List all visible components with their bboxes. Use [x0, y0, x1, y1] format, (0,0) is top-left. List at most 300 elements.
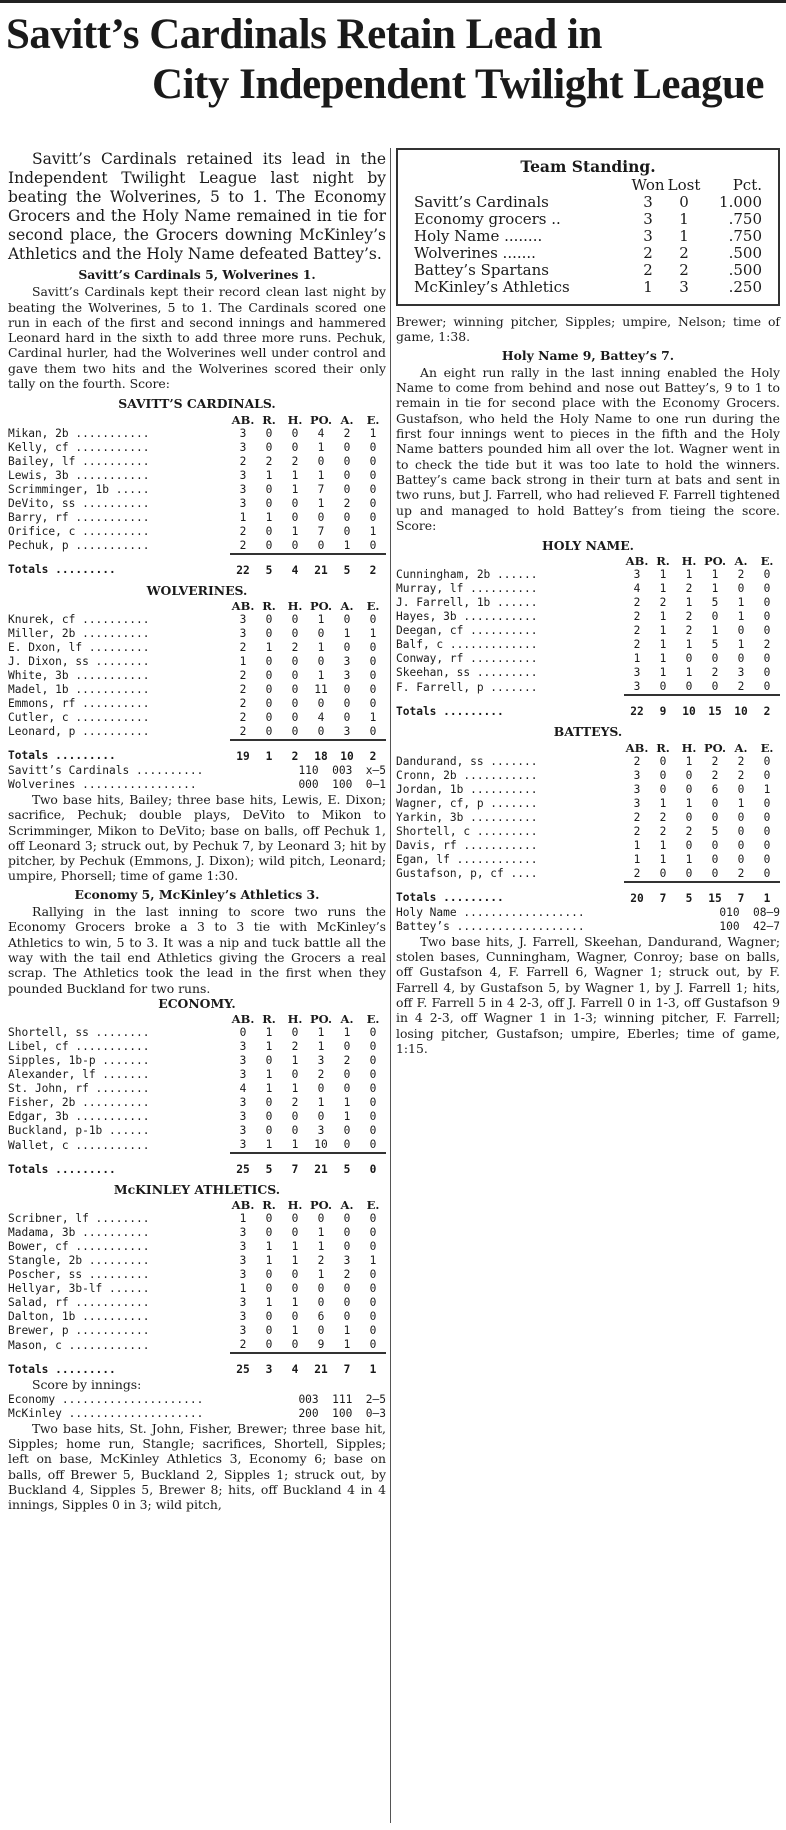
stat-cell: 3: [239, 1040, 247, 1054]
stat-cell: 1: [265, 510, 273, 524]
player-name: Jordan, 1b ..........: [396, 782, 538, 796]
game3-linescore-1: [396, 906, 780, 920]
stat-cell: 2: [659, 810, 667, 824]
stat-cell: 1: [685, 638, 693, 652]
standing-won: 3: [643, 193, 653, 211]
stat-cell: 1: [343, 1026, 351, 1040]
stat-cell: 0: [343, 710, 351, 724]
stat-cell: 6: [711, 782, 719, 796]
stat-cell: 0: [343, 454, 351, 468]
totals-r: 1: [256, 740, 282, 764]
stat-cell: 0: [291, 496, 299, 510]
player-name: E. Dxon, lf .........: [8, 640, 150, 654]
stat-cell: 2: [291, 454, 299, 468]
stat-cell: 0: [659, 866, 667, 880]
col-ab: AB.: [231, 1198, 255, 1213]
player-row: [8, 697, 386, 711]
stat-cell: 0: [369, 1310, 377, 1324]
player-name: Emmons, rf ..........: [8, 696, 150, 710]
stat-cell: 0: [265, 496, 273, 510]
stat-cell: 0: [369, 1240, 377, 1254]
stat-cell: 0: [343, 1240, 351, 1254]
stat-cell: 1: [317, 612, 325, 626]
headline-line-2: City Independent Twilight League: [152, 61, 764, 108]
stat-cell: 3: [317, 1124, 325, 1138]
stat-cell: 3: [633, 666, 641, 680]
stat-cell: 0: [343, 524, 351, 538]
stat-cell: 0: [291, 538, 299, 552]
stat-cell: 1: [291, 1296, 299, 1310]
stat-cell: 0: [317, 454, 325, 468]
stat-cell: 3: [239, 1096, 247, 1110]
stat-cell: 1: [711, 582, 719, 596]
stat-cell: 6: [317, 1310, 325, 1324]
stat-cell: 2: [711, 666, 719, 680]
stat-cell: 2: [659, 596, 667, 610]
col-po: PO.: [310, 412, 332, 427]
stat-cell: 0: [343, 682, 351, 696]
game2-linescore-2: [8, 1407, 386, 1421]
player-name: Hayes, 3b ...........: [396, 610, 538, 624]
stat-cell: 1: [239, 654, 247, 668]
totals-po: 21: [308, 1153, 334, 1177]
stat-cell: 2: [737, 680, 745, 694]
player-row: [396, 624, 780, 638]
player-name: J. Dixon, ss ........: [8, 654, 150, 668]
stat-cell: 0: [369, 1110, 377, 1124]
totals-ab: 20: [624, 882, 650, 906]
player-row: [8, 1282, 386, 1296]
stat-cell: 1: [685, 852, 693, 866]
col-h: H.: [287, 412, 303, 427]
stat-cell: 0: [291, 510, 299, 524]
stat-cell: 2: [685, 624, 693, 638]
stat-cell: 0: [291, 1212, 299, 1226]
stat-cell: 3: [239, 1310, 247, 1324]
game2-linescore-1: [8, 1393, 386, 1407]
stat-cell: 0: [369, 482, 377, 496]
stat-cell: 0: [659, 680, 667, 694]
player-name: Conway, rf ..........: [396, 652, 538, 666]
stat-cell: 0: [763, 680, 771, 694]
stat-cell: 1: [239, 1282, 247, 1296]
totals-e: 2: [360, 554, 386, 578]
stat-cell: 0: [265, 482, 273, 496]
standing-won: 2: [643, 261, 653, 279]
stat-cell: 10: [314, 1138, 328, 1152]
player-name: Shortell, c .........: [396, 824, 538, 838]
standing-lost: 1: [679, 210, 689, 228]
stat-cell: 1: [291, 1240, 299, 1254]
stat-cell: 2: [685, 610, 693, 624]
stat-cell: 0: [265, 1212, 273, 1226]
player-row: [8, 455, 386, 469]
col-po: PO.: [310, 1012, 332, 1027]
linescore-runs: 003 111 2—5: [298, 1392, 386, 1406]
stat-cell: 1: [265, 1082, 273, 1096]
stat-cell: 2: [711, 754, 719, 768]
stat-cell: 0: [265, 1054, 273, 1068]
stat-cell: 1: [291, 1138, 299, 1152]
stat-cell: 3: [239, 496, 247, 510]
stat-cell: 0: [659, 754, 667, 768]
stat-cell: 2: [239, 668, 247, 682]
player-name: Balf, c .............: [396, 638, 538, 652]
player-name: White, 3b ...........: [8, 668, 150, 682]
totals-h: 5: [676, 882, 702, 906]
player-name: Scribner, lf ........: [8, 1212, 150, 1226]
col-e: E.: [366, 1198, 380, 1213]
stat-cell: 3: [633, 680, 641, 694]
player-name: Cutler, c ...........: [8, 710, 150, 724]
player-row: [396, 596, 780, 610]
stat-cell: 2: [291, 1096, 299, 1110]
standing-pct: 1.000: [719, 193, 762, 211]
standing-row: [414, 194, 762, 211]
game2-team1-name: ECONOMY.: [158, 995, 236, 1011]
totals-e: 2: [360, 740, 386, 764]
stat-cell: 0: [763, 796, 771, 810]
stat-cell: 4: [633, 582, 641, 596]
stat-cell: 3: [239, 1068, 247, 1082]
stat-cell: 0: [317, 1324, 325, 1338]
stat-cell: 1: [343, 1324, 351, 1338]
stat-cell: 1: [291, 482, 299, 496]
stat-cell: 0: [291, 1310, 299, 1324]
stat-cell: 0: [369, 1040, 377, 1054]
col-a: A.: [340, 1012, 354, 1027]
stat-cell: 1: [317, 440, 325, 454]
player-row: [8, 641, 386, 655]
stat-cell: 1: [343, 1110, 351, 1124]
totals-e: 1: [754, 882, 780, 906]
totals-ab: 22: [230, 554, 256, 578]
stat-cell: 1: [369, 1254, 377, 1268]
stat-cell: 1: [659, 838, 667, 852]
stat-cell: 2: [737, 568, 745, 582]
totals-ab: 25: [230, 1353, 256, 1377]
stat-cell: 0: [711, 810, 719, 824]
stat-cell: 1: [291, 468, 299, 482]
stat-cell: 2: [685, 824, 693, 838]
standing-won: 1: [643, 278, 653, 296]
stat-cell: 0: [369, 1226, 377, 1240]
stat-cell: 0: [711, 610, 719, 624]
col-h: H.: [681, 740, 697, 755]
player-name: Shortell, ss ........: [8, 1026, 150, 1040]
game1-story: Savitt’s Cardinals kept their record clean last night by beating the Wolverines, 5 to 1. The Cardinals scored one run in each of the first and second innings and hammered Leonard hard in the sixth to add three more runs. Pechuk, Cardinal hurler, had the Wolverines well under control and gave them two hits and the Wolverines scored their only tally on the fourth. Score:: [8, 284, 386, 392]
player-name: Yarkin, 3b ..........: [396, 810, 538, 824]
player-row: [8, 669, 386, 683]
player-row: [8, 1226, 386, 1240]
stat-cell: 0: [291, 440, 299, 454]
stat-cell: 0: [763, 582, 771, 596]
stat-cell: 0: [317, 654, 325, 668]
totals-po: 21: [308, 554, 334, 578]
totals-a: 7: [728, 882, 754, 906]
col-e: E.: [760, 554, 774, 569]
stat-cell: 3: [737, 666, 745, 680]
stat-cell: 0: [343, 510, 351, 524]
standing-team: Holy Name ........: [414, 227, 543, 245]
player-name: Scrimminger, 1b .....: [8, 482, 150, 496]
col-ab: AB.: [231, 1012, 255, 1027]
totals-ab: 19: [230, 740, 256, 764]
stat-cell: 0: [343, 1124, 351, 1138]
stat-cell: 2: [343, 1054, 351, 1068]
stat-cell: 2: [711, 768, 719, 782]
stat-cell: 0: [291, 696, 299, 710]
stat-cell: 1: [343, 538, 351, 552]
player-name: Gustafson, p, cf ....: [396, 867, 538, 881]
col-po: PO.: [704, 740, 726, 755]
stat-cell: 0: [685, 652, 693, 666]
player-name: Dalton, 1b ..........: [8, 1310, 150, 1324]
stat-cell: 3: [343, 668, 351, 682]
player-name: Murray, lf ..........: [396, 582, 538, 596]
stat-cell: 0: [369, 682, 377, 696]
linescore-runs: 200 100 0—3: [298, 1406, 386, 1420]
stat-cell: 0: [317, 510, 325, 524]
stat-cell: 1: [685, 596, 693, 610]
player-row: [8, 469, 386, 483]
player-name: Leonard, p ..........: [8, 725, 150, 739]
stat-cell: 0: [317, 1110, 325, 1124]
player-name: DeVito, ss ..........: [8, 496, 150, 510]
player-name: Fisher, 2b ..........: [8, 1096, 150, 1110]
player-name: Poscher, ss .........: [8, 1268, 150, 1282]
stat-cell: 1: [711, 568, 719, 582]
player-row: [8, 1296, 386, 1310]
stat-cell: 0: [317, 1296, 325, 1310]
totals-a: 5: [334, 554, 360, 578]
stat-cell: 0: [369, 454, 377, 468]
stat-cell: 0: [369, 1296, 377, 1310]
game3-linescore-2: [396, 920, 780, 934]
linescore-team: Economy .....................: [8, 1392, 204, 1406]
player-row: [8, 511, 386, 525]
stat-cell: 0: [265, 724, 273, 738]
player-row: [396, 867, 780, 882]
standing-lost: 1: [679, 227, 689, 245]
headline-line-1: Savitt’s Cardinals Retain Lead in: [6, 11, 602, 58]
stat-cell: 0: [265, 426, 273, 440]
game3-team1-name: HOLY NAME.: [542, 538, 634, 554]
stat-cell: 0: [369, 1096, 377, 1110]
stat-cell: 1: [659, 852, 667, 866]
player-row: [8, 1082, 386, 1096]
totals-a: 10: [334, 740, 360, 764]
stat-cell: 1: [265, 1138, 273, 1152]
stat-cell: 0: [291, 668, 299, 682]
game3-story: An eight run rally in the last inning enabled the Holy Name to come from behind and nose out Battey’s, 9 to 1 to remain in tie for second place with the Economy Grocers. Gustafson, who held the Holy Name to one run during the first four innings went to pieces in the fifth and the Holy Name batters pounded him all over the lot. Wagner went in to check the tide but it was too late to hold the winners. Battey’s came back strong in their turn at bats and sent in two runs, but J. Farrell, who had relieved F. Farrell tightened up and managed to hold Battey’s from tieing the score. Score:: [396, 364, 780, 533]
stat-cell: 0: [659, 768, 667, 782]
player-name: Brewer, p ...........: [8, 1324, 150, 1338]
stat-cell: 3: [633, 768, 641, 782]
stat-cell: 0: [265, 1268, 273, 1282]
stat-cell: 7: [317, 524, 325, 538]
stat-cell: 2: [737, 866, 745, 880]
stat-cell: 1: [369, 426, 377, 440]
stat-cell: 3: [633, 782, 641, 796]
stat-cell: 0: [369, 538, 377, 552]
stat-cell: 3: [239, 1054, 247, 1068]
standing-lost: 2: [679, 261, 689, 279]
col-r: R.: [262, 412, 276, 427]
standing-row: [414, 245, 762, 262]
stat-cell: 3: [239, 612, 247, 626]
stat-cell: 0: [737, 624, 745, 638]
stat-cell: 0: [763, 596, 771, 610]
stat-cell: 2: [343, 1268, 351, 1282]
player-row: [8, 655, 386, 669]
stat-cell: 1: [659, 582, 667, 596]
totals-h: 4: [282, 554, 308, 578]
stat-cell: 0: [711, 866, 719, 880]
stat-cell: 2: [317, 1254, 325, 1268]
col-po: PO.: [310, 598, 332, 613]
player-row: [8, 1212, 386, 1226]
stat-cell: 3: [239, 1240, 247, 1254]
player-row: [8, 1096, 386, 1110]
player-name: Salad, rf ...........: [8, 1296, 150, 1310]
standing-won: 3: [643, 210, 653, 228]
stat-cell: 1: [737, 596, 745, 610]
totals-a: 5: [334, 1153, 360, 1177]
stat-cell: 2: [239, 682, 247, 696]
totals-r: 5: [256, 1153, 282, 1177]
totals-label: Totals .........: [396, 891, 504, 905]
top-rule: [0, 0, 786, 3]
totals-label: Totals .........: [8, 1162, 116, 1176]
stat-cell: 0: [291, 426, 299, 440]
stat-cell: 0: [685, 680, 693, 694]
standing-lost: 3: [679, 278, 689, 296]
stat-cell: 1: [317, 1096, 325, 1110]
totals-a: 10: [728, 695, 754, 719]
game2-team2-name: McKINLEY ATHLETICS.: [113, 1182, 281, 1198]
stat-cell: 1: [291, 1324, 299, 1338]
stat-cell: 0: [291, 1124, 299, 1138]
stat-cell: 0: [343, 1082, 351, 1096]
stat-cell: 7: [317, 482, 325, 496]
player-name: Mason, c ............: [8, 1338, 150, 1352]
col-e: E.: [760, 740, 774, 755]
stat-cell: 0: [265, 668, 273, 682]
col-a: A.: [340, 1198, 354, 1213]
stat-cell: 0: [369, 640, 377, 654]
standing-row: [414, 262, 762, 279]
stat-cell: 1: [633, 652, 641, 666]
stat-cell: 0: [737, 652, 745, 666]
stat-cell: 0: [711, 652, 719, 666]
stat-cell: 2: [633, 610, 641, 624]
stat-cell: 0: [317, 626, 325, 640]
stat-cell: 0: [317, 696, 325, 710]
player-row: [396, 755, 780, 769]
player-row: [8, 483, 386, 497]
stat-cell: 3: [239, 1296, 247, 1310]
col-e: E.: [366, 1012, 380, 1027]
player-name: Bailey, lf ..........: [8, 454, 150, 468]
stat-cell: 0: [369, 1068, 377, 1082]
stat-cell: 0: [291, 1268, 299, 1282]
stat-cell: 4: [317, 426, 325, 440]
stat-cell: 2: [633, 624, 641, 638]
stat-cell: 2: [633, 824, 641, 838]
stat-cell: 2: [239, 524, 247, 538]
stat-cell: 2: [239, 454, 247, 468]
stat-cell: 3: [633, 796, 641, 810]
col-h: H.: [681, 554, 697, 569]
player-name: Knurek, cf ..........: [8, 612, 150, 626]
standing-pct: .500: [728, 244, 762, 262]
stat-cell: 1: [291, 524, 299, 538]
left-column: [8, 150, 386, 1513]
lead-paragraph: Savitt’s Cardinals retained its lead in the Independent Twilight League last night by beating the Wolverines, 5 to 1. The Economy Grocers and the Holy Name remained in tie for second place, the Grocers downing McKinley’s Athletics and the Holy Name defeated Battey’s.: [8, 150, 386, 263]
standing-col-won: Won: [631, 176, 665, 194]
stat-cell: 0: [265, 682, 273, 696]
player-row: [396, 839, 780, 853]
stat-cell: 0: [343, 1310, 351, 1324]
stat-cell: 0: [763, 838, 771, 852]
stat-cell: 0: [265, 1124, 273, 1138]
totals-ab: 25: [230, 1153, 256, 1177]
stat-cell: 0: [291, 710, 299, 724]
stat-cell: 0: [291, 724, 299, 738]
stat-cell: 0: [265, 1310, 273, 1324]
game1-subhead: Savitt’s Cardinals 5, Wolverines 1.: [78, 267, 316, 282]
game1-summary: Two base hits, Bailey; three base hits, Lewis, E. Dixon; sacrifice, Pechuk; double plays, DeVito to Mikon to Scrimminger, Mikon to DeVito; base on balls, off Pechuk 1, off Leonard 3; struck out, by Pechuk 7, by Leonard 3; hit by pitcher, by Pechuk (Emmons, J. Dixon); wild pitch, Leonard; umpire, Phorsell; time of game 1:30.: [8, 791, 386, 884]
stat-cell: 1: [317, 1226, 325, 1240]
stat-cell: 1: [239, 1212, 247, 1226]
player-row: [396, 769, 780, 783]
totals-label: Totals .........: [8, 1362, 116, 1376]
stat-cell: 2: [633, 866, 641, 880]
stat-cell: 0: [763, 652, 771, 666]
standing-row: [414, 228, 762, 245]
player-row: [8, 497, 386, 511]
stat-cell: 1: [633, 838, 641, 852]
stat-cell: 0: [369, 1268, 377, 1282]
player-name: Stangle, 2b .........: [8, 1254, 150, 1268]
stat-cell: 1: [659, 652, 667, 666]
player-name: Buckland, p-1b ......: [8, 1124, 150, 1138]
stat-cell: 1: [659, 796, 667, 810]
stat-cell: 0: [265, 1226, 273, 1240]
stat-cell: 0: [685, 782, 693, 796]
stat-cell: 0: [343, 640, 351, 654]
player-name: Cunningham, 2b ......: [396, 568, 538, 582]
stat-cell: 3: [239, 1138, 247, 1152]
stat-cell: 2: [317, 1068, 325, 1082]
game1-linescore-2: [8, 778, 386, 792]
standing-team: Battey’s Spartans: [414, 261, 549, 279]
player-name: St. John, rf ........: [8, 1082, 150, 1096]
player-row: [8, 525, 386, 539]
stat-cell: 0: [737, 782, 745, 796]
stat-cell: 2: [633, 596, 641, 610]
stat-cell: 0: [265, 524, 273, 538]
totals-label: Totals .........: [8, 563, 116, 577]
stat-cell: 0: [763, 610, 771, 624]
standing-team: Savitt’s Cardinals: [414, 193, 549, 211]
player-row: [396, 610, 780, 624]
stat-cell: 0: [763, 866, 771, 880]
stat-cell: 1: [369, 710, 377, 724]
stat-cell: 0: [317, 538, 325, 552]
stat-cell: 3: [239, 1226, 247, 1240]
